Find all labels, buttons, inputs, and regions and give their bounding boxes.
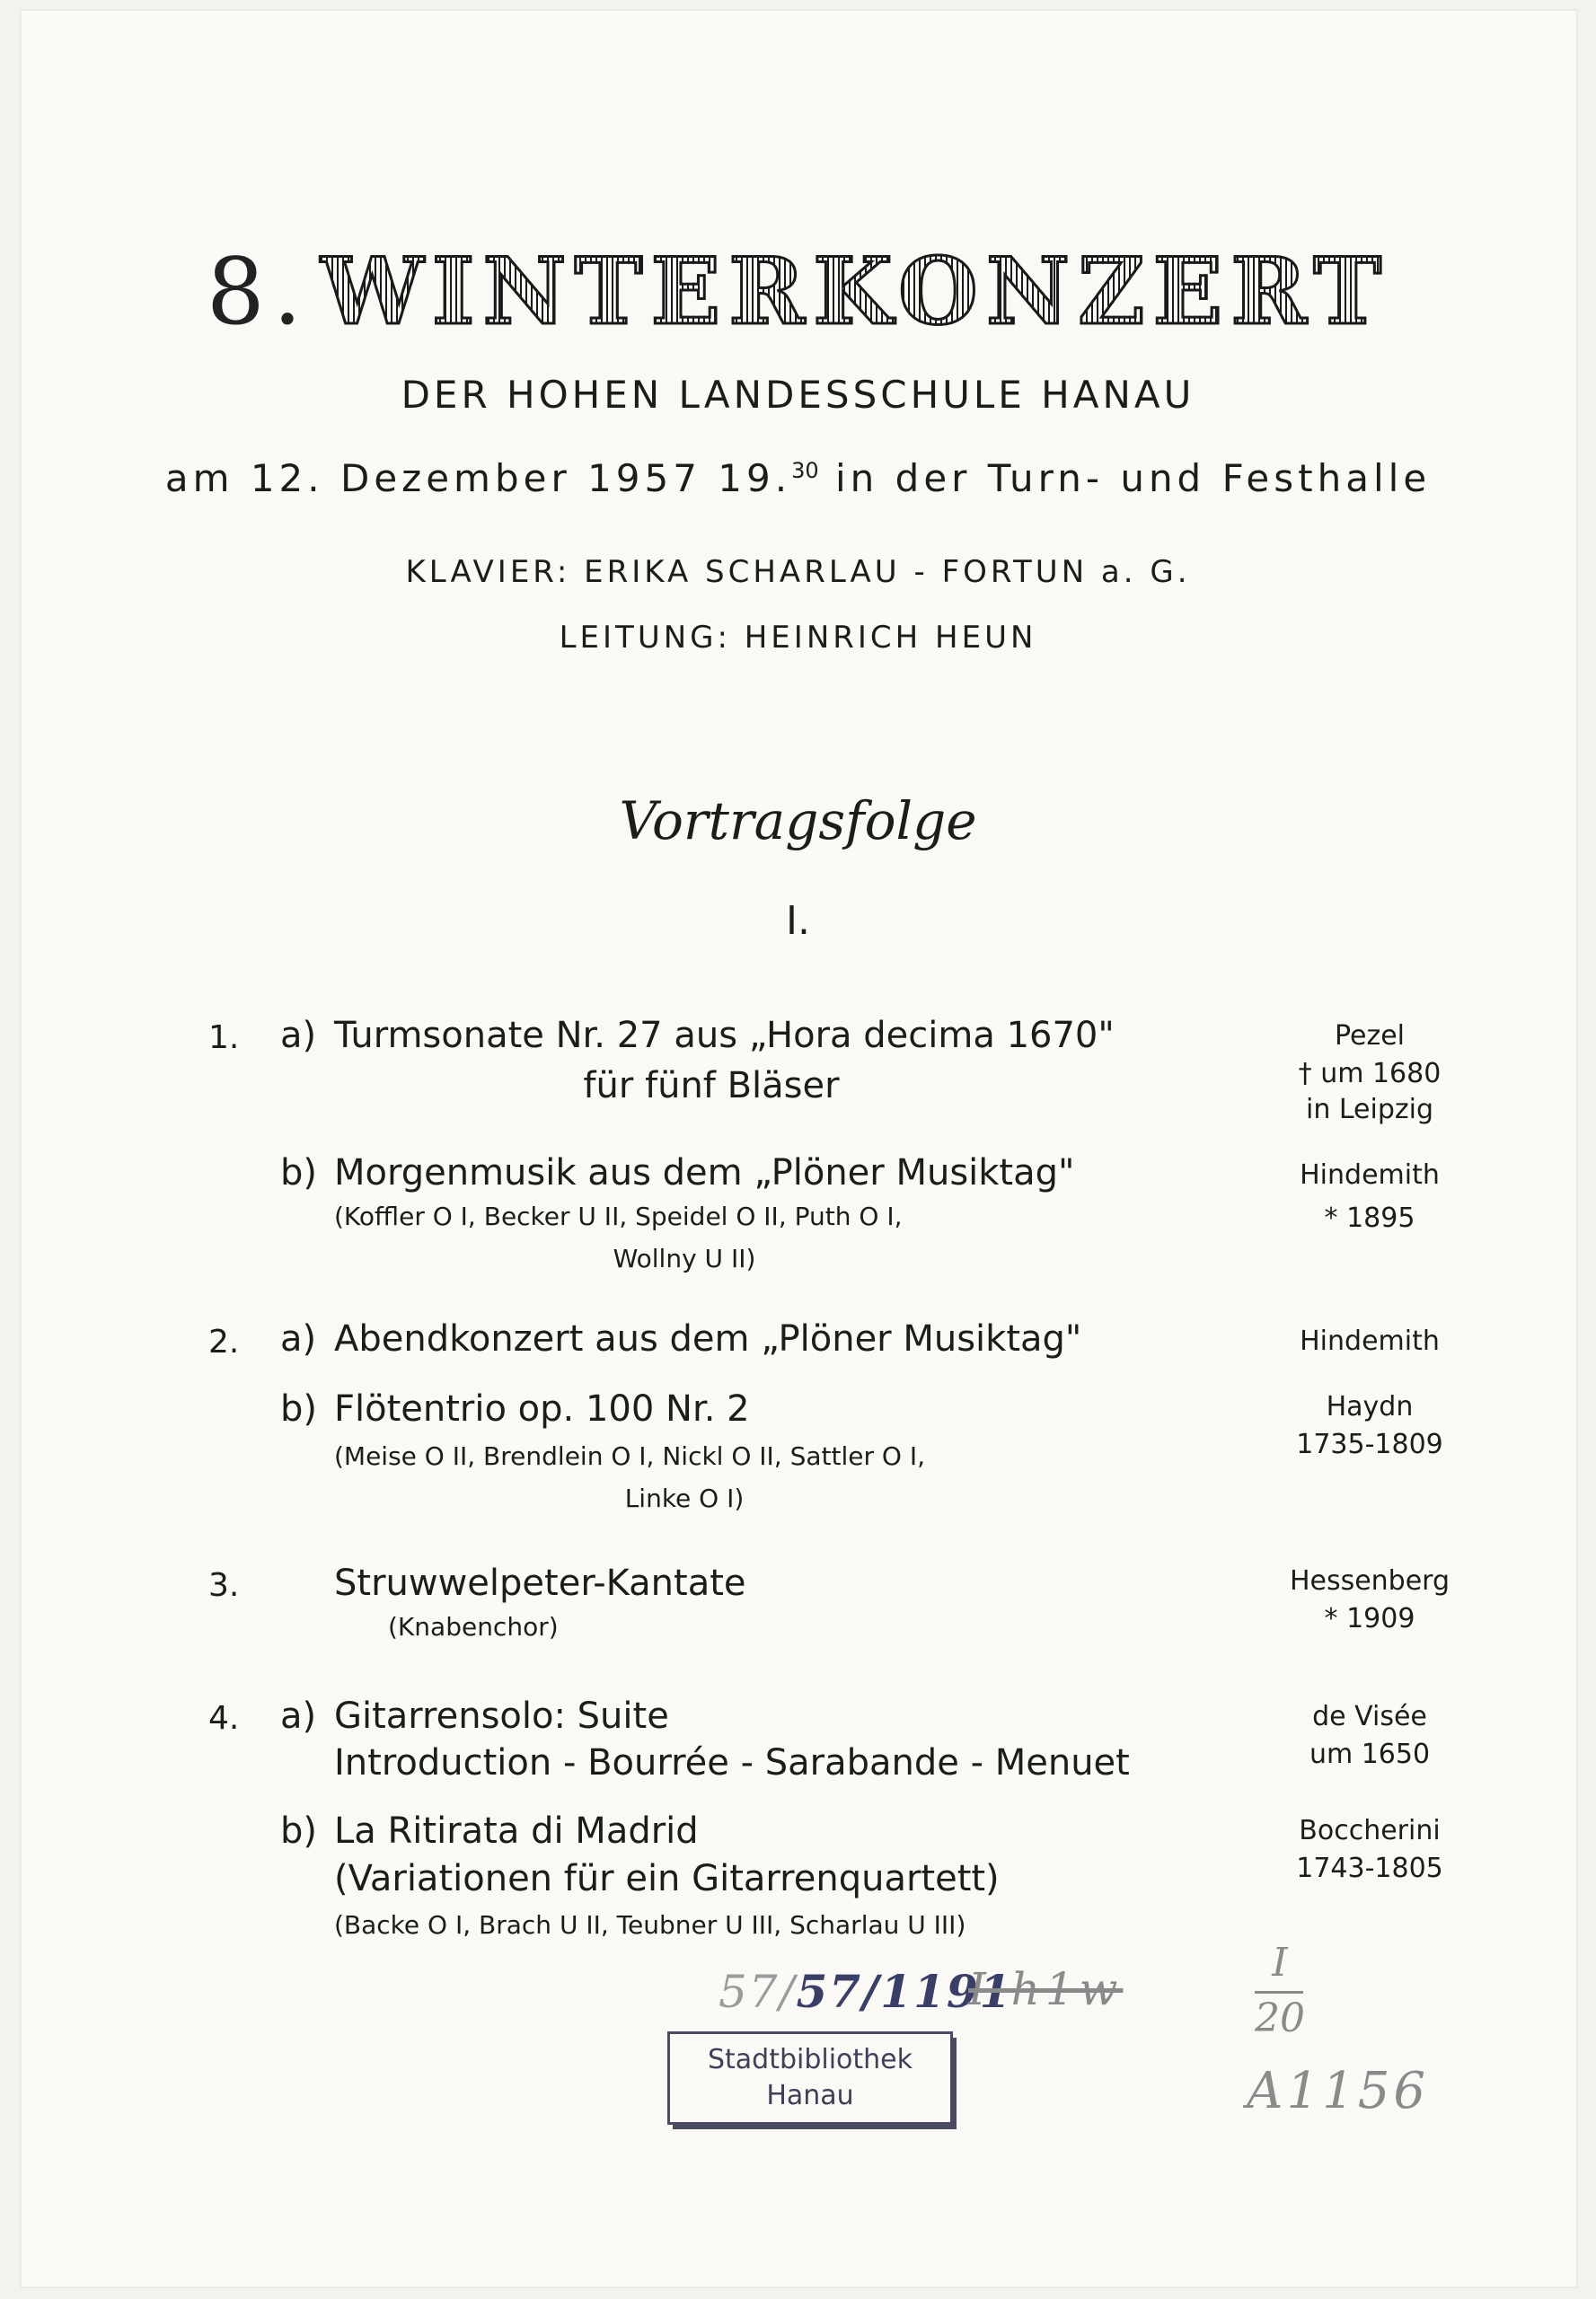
school-subtitle: DER HOHEN LANDESSCHULE HANAU <box>401 373 1195 417</box>
piece-title: Struwwelpeter-Kantate <box>334 1563 746 1604</box>
performers: (Backe O I, Brach U II, Teubner U III, Scharlau U III) <box>334 1910 966 1940</box>
item-label: a) <box>280 1318 317 1360</box>
composer-dates: 1743-1805 <box>1296 1853 1443 1884</box>
piece-subtitle: Introduction - Bourrée - Sarabande - Menuet <box>334 1742 1130 1784</box>
item-label: b) <box>280 1388 317 1430</box>
composer: Haydn <box>1326 1391 1414 1423</box>
performers: (Meise O II, Brendlein O I, Nickl O II, Sattler O I, <box>334 1441 926 1471</box>
composer-dates: um 1650 <box>1309 1739 1431 1770</box>
item-number: 4. <box>208 1700 240 1737</box>
item-label: a) <box>280 1015 317 1056</box>
item-number: 1. <box>208 1019 240 1056</box>
item-label: b) <box>280 1152 317 1194</box>
piece-title: Flötentrio op. 100 Nr. 2 <box>334 1388 750 1430</box>
piece-title: Abendkonzert aus dem „Plöner Musiktag" <box>334 1318 1082 1360</box>
performers: Linke O I) <box>624 1484 745 1513</box>
stamp-line: Stadtbibliothek <box>707 2044 913 2075</box>
crossed-note: I h1w <box>968 1963 1124 2015</box>
piece-subtitle: (Variationen für ein Gitarrenquartett) <box>334 1858 1000 1899</box>
fraction-line <box>1255 1991 1303 1994</box>
piece-subtitle: für fünf Bläser <box>583 1065 840 1106</box>
composer: Boccherini <box>1299 1815 1441 1846</box>
performers: Wollny U II) <box>613 1244 756 1273</box>
concert-title: 8. WINTERKONZERT <box>206 238 1390 346</box>
fraction-top: I <box>1272 1940 1288 1986</box>
composer: Hindemith <box>1300 1326 1440 1357</box>
concert-date: am 12. Dezember 1957 19.30 in der Turn- und Festhalle <box>164 456 1432 500</box>
composer: de Visée <box>1312 1701 1427 1732</box>
item-number: 2. <box>208 1324 240 1361</box>
composer: Pezel <box>1334 1020 1406 1052</box>
conductor-credit: LEITUNG: HEINRICH HEUN <box>559 620 1037 656</box>
part-number: I. <box>786 898 810 944</box>
composer-place: in Leipzig <box>1305 1094 1434 1125</box>
catalog-code: A1156 <box>1247 2062 1429 2120</box>
item-label: b) <box>280 1810 317 1852</box>
fraction-bottom: 20 <box>1255 1995 1305 2041</box>
performers: (Knabenchor) <box>388 1612 559 1642</box>
library-stamp <box>667 2031 953 2125</box>
item-label: a) <box>280 1696 317 1737</box>
stamp-line: Hanau <box>766 2080 854 2111</box>
concert-title-word: WINTERKONZERT <box>321 238 1390 346</box>
performers: (Koffler O I, Becker U II, Speidel O II, Puth O I, <box>334 1202 903 1231</box>
program-sheet <box>20 9 1578 2288</box>
composer: Hindemith <box>1300 1159 1440 1191</box>
piano-credit: KLAVIER: ERIKA SCHARLAU - FORTUN a. G. <box>405 554 1191 590</box>
composer: Hessenberg <box>1289 1565 1451 1597</box>
composer-dates: * 1909 <box>1324 1603 1415 1634</box>
piece-title: La Ritirata di Madrid <box>334 1810 699 1852</box>
piece-title: Turmsonate Nr. 27 aus „Hora decima 1670" <box>334 1015 1115 1056</box>
composer-dates: 1735-1809 <box>1296 1429 1443 1460</box>
composer-dates: † um 1680 <box>1298 1058 1442 1089</box>
piece-title: Gitarrensolo: Suite <box>334 1696 669 1737</box>
program-heading: Vortragsfolge <box>619 790 977 851</box>
item-number: 3. <box>208 1567 240 1604</box>
composer-dates: * 1895 <box>1324 1202 1415 1234</box>
piece-title: Morgenmusik aus dem „Plöner Musiktag" <box>334 1152 1075 1194</box>
shelfmark-note: 57/57/1191 <box>719 1965 1013 2018</box>
